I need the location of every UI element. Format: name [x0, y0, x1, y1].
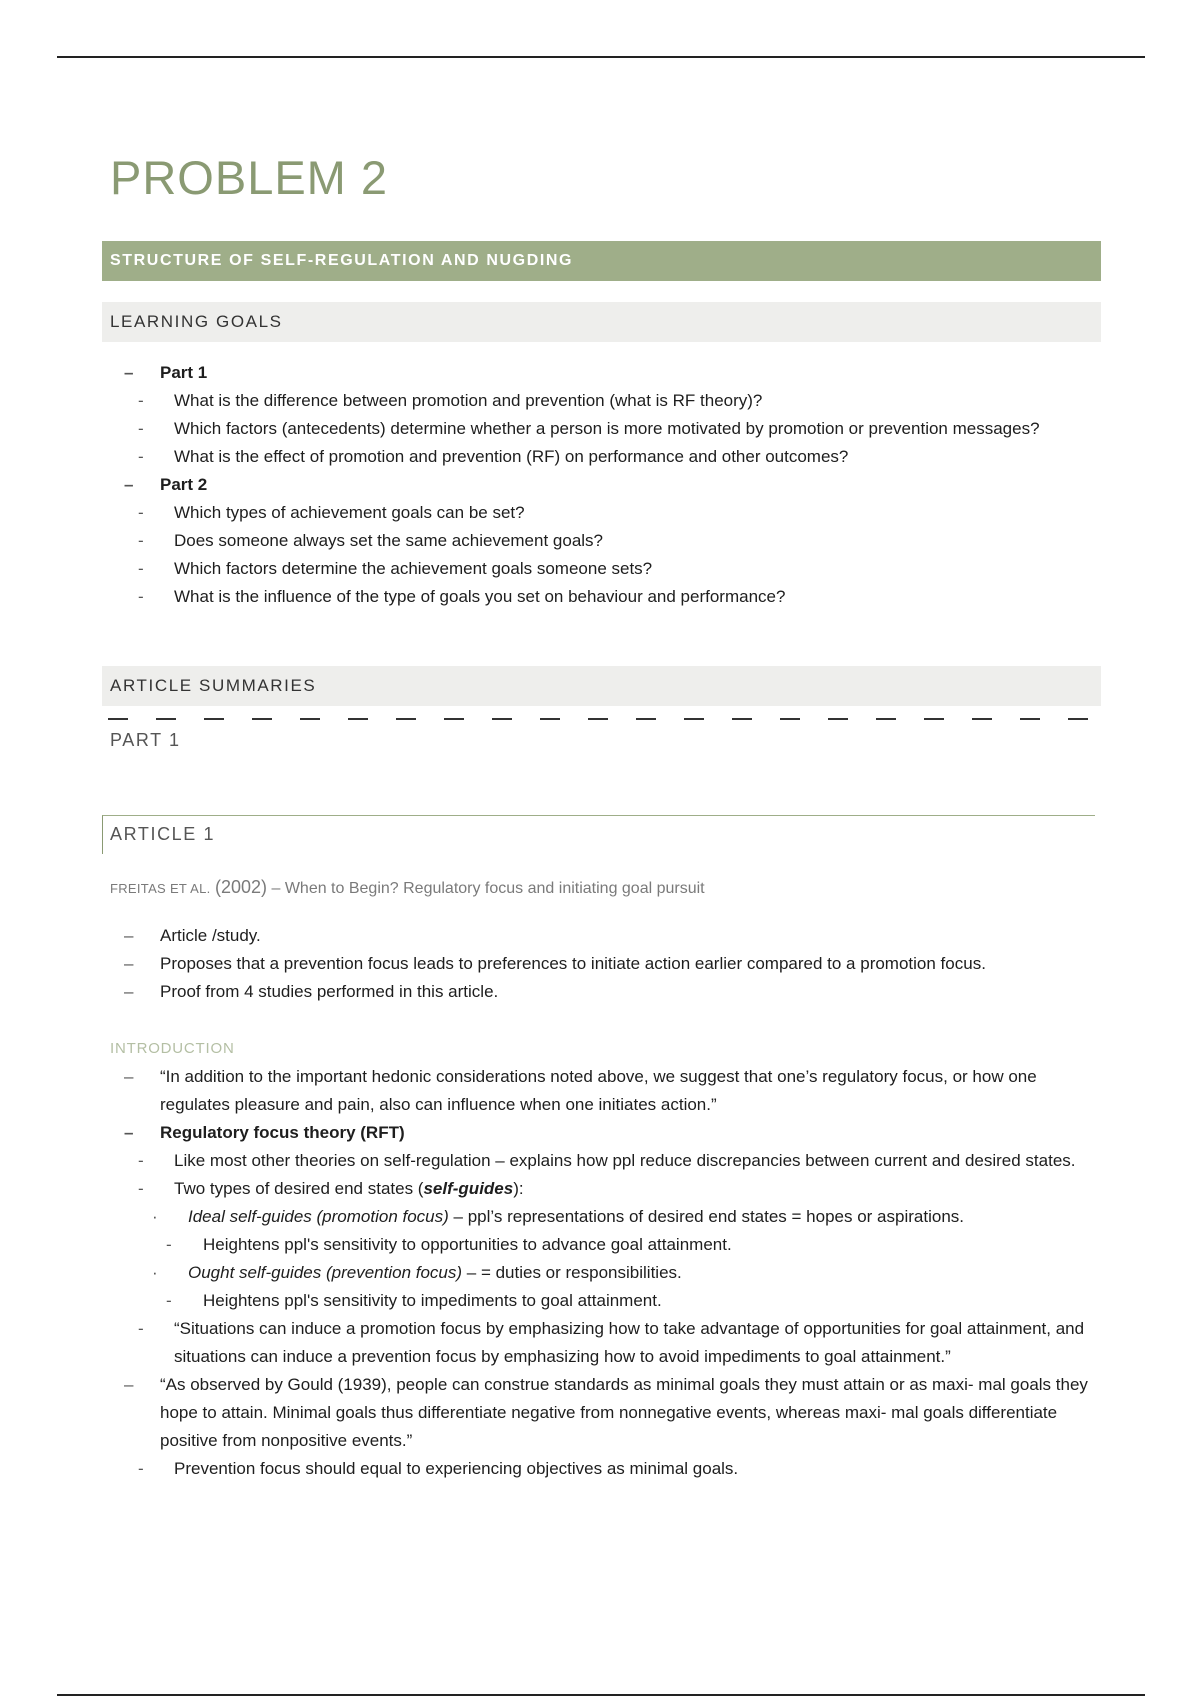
dash-bullet-icon: – — [124, 954, 134, 973]
dashed-divider — [108, 714, 1108, 724]
list-item — [102, 1175, 1102, 1203]
list-item — [102, 387, 1102, 415]
list-item — [102, 415, 1102, 443]
citation-authors: FREITAS ET AL. — [110, 881, 211, 896]
list-item — [102, 1203, 1102, 1231]
quote-text: “In addition to the important hedonic considerations noted above, we suggest that one’s regulatory focus, or how one regulates pleasure and pain, also can influence when one initiates action.” — [160, 1067, 1037, 1114]
rft-desc: Like most other theories on self-regulation – explains how ppl reduce discrepancies between current and desired states. — [174, 1151, 1076, 1170]
article-summaries-heading: ARTICLE SUMMARIES — [102, 666, 1101, 706]
citation-year: (2002) — [214, 877, 268, 897]
list-item — [102, 527, 1102, 555]
goal-text: What is the influence of the type of goals you set on behaviour and performance? — [174, 587, 786, 606]
dash-bullet-icon: – — [124, 475, 134, 494]
goal-text: Does someone always set the same achievement goals? — [174, 531, 604, 550]
bottom-rule — [57, 1694, 1145, 1696]
two-types-term: self-guides — [423, 1179, 514, 1198]
dash-bullet-icon: - — [138, 1319, 144, 1338]
dash-bullet-icon: - — [138, 447, 144, 466]
list-item — [102, 1147, 1102, 1175]
two-types-suffix: ): — [513, 1179, 524, 1198]
ought-sub: Heightens ppl's sensitivity to impediments to goal attainment. — [203, 1291, 662, 1310]
ought-desc: – = duties or responsibilities. — [462, 1263, 682, 1282]
top-rule — [57, 56, 1145, 58]
gould-quote: “As observed by Gould (1939), people can construe standards as minimal goals they must attain or as maxi- mal goals they hope to attain. Minimal goals thus differentiate negative from nonnegative events, whereas maxi- mal goals differentiate positive from nonpositive events.” — [160, 1375, 1088, 1450]
goal-text: What is the effect of promotion and prevention (RF) on performance and other outcomes? — [174, 447, 849, 466]
goal-text: Which factors (antecedents) determine whether a person is more motivated by promotion or prevention messages? — [174, 419, 1040, 438]
citation-title: – When to Begin? Regulatory focus and initiating goal pursuit — [271, 880, 705, 897]
list-item — [102, 922, 1102, 950]
list-item — [102, 499, 1102, 527]
list-item — [102, 1259, 1102, 1287]
list-item — [102, 1231, 1102, 1259]
goal-text: Which types of achievement goals can be set? — [174, 503, 525, 522]
dash-bullet-icon: – — [124, 1067, 134, 1086]
point-text: Article /study. — [160, 926, 261, 945]
dot-bullet-icon: · — [152, 1263, 158, 1282]
part1-label: Part 1 — [160, 363, 208, 382]
dash-bullet-icon: - — [138, 587, 144, 606]
list-item — [102, 555, 1102, 583]
ideal-sub: Heightens ppl's sensitivity to opportunities to advance goal attainment. — [203, 1235, 732, 1254]
point-text: Proposes that a prevention focus leads to preferences to initiate action earlier compared to a promotion focus. — [160, 954, 986, 973]
dash-bullet-icon: - — [166, 1291, 172, 1310]
list-item — [102, 950, 1102, 978]
list-item — [102, 1287, 1102, 1315]
list-item — [102, 1455, 1102, 1483]
dash-bullet-icon: – — [124, 926, 134, 945]
introduction-heading: INTRODUCTION — [110, 1040, 235, 1057]
goal-text: Which factors determine the achievement goals someone sets? — [174, 559, 653, 578]
dash-bullet-icon: - — [138, 391, 144, 410]
learning-goals-heading: LEARNING GOALS — [102, 302, 1101, 342]
list-item — [102, 1315, 1102, 1371]
page-title: PROBLEM 2 — [110, 151, 389, 204]
part-heading: PART 1 — [110, 730, 181, 750]
dash-bullet-icon: – — [124, 1123, 134, 1142]
learning-goals-list — [102, 359, 1102, 611]
list-item — [102, 359, 1102, 387]
list-item — [102, 1119, 1102, 1147]
dash-bullet-icon: - — [138, 559, 144, 578]
dash-bullet-icon: – — [124, 363, 134, 382]
dash-bullet-icon: - — [138, 531, 144, 550]
list-item — [102, 443, 1102, 471]
goal-text: What is the difference between promotion and prevention (what is RF theory)? — [174, 391, 763, 410]
dash-bullet-icon: - — [138, 1151, 144, 1170]
prevention-note: Prevention focus should equal to experiencing objectives as minimal goals. — [174, 1459, 739, 1478]
dash-bullet-icon: - — [138, 503, 144, 522]
part2-label: Part 2 — [160, 475, 208, 494]
rft-label: Regulatory focus theory (RFT) — [160, 1123, 405, 1142]
dash-bullet-icon: - — [138, 419, 144, 438]
article-heading: ARTICLE 1 — [110, 824, 216, 844]
section-bar: STRUCTURE OF SELF-REGULATION AND NUGDING — [102, 241, 1101, 281]
two-types-prefix: Two types of desired end states ( — [174, 1179, 424, 1198]
list-item — [102, 1371, 1102, 1455]
introduction-list — [102, 1063, 1102, 1483]
list-item — [102, 978, 1102, 1006]
dash-bullet-icon: - — [138, 1459, 144, 1478]
ideal-term: Ideal self-guides (promotion focus) — [188, 1207, 449, 1226]
list-item — [102, 583, 1102, 611]
dash-bullet-icon: – — [124, 1375, 134, 1394]
article-heading-frame — [102, 815, 1095, 854]
situations-quote: “Situations can induce a promotion focus by emphasizing how to take advantage of opportunities for goal attainment, and situations can induce a prevention focus by emphasizing how to avoid impediments to goal attainment.” — [174, 1319, 1085, 1366]
dash-bullet-icon: – — [124, 982, 134, 1001]
article-points-list — [102, 922, 1102, 1006]
list-item — [102, 1063, 1102, 1119]
dash-bullet-icon: - — [138, 1179, 144, 1198]
citation — [110, 877, 705, 898]
dash-bullet-icon: - — [166, 1235, 172, 1254]
point-text: Proof from 4 studies performed in this article. — [160, 982, 499, 1001]
list-item — [102, 471, 1102, 499]
ought-term: Ought self-guides (prevention focus) — [188, 1263, 463, 1282]
ideal-desc: – ppl’s representations of desired end states = hopes or aspirations. — [448, 1207, 964, 1226]
dot-bullet-icon: · — [152, 1207, 158, 1226]
